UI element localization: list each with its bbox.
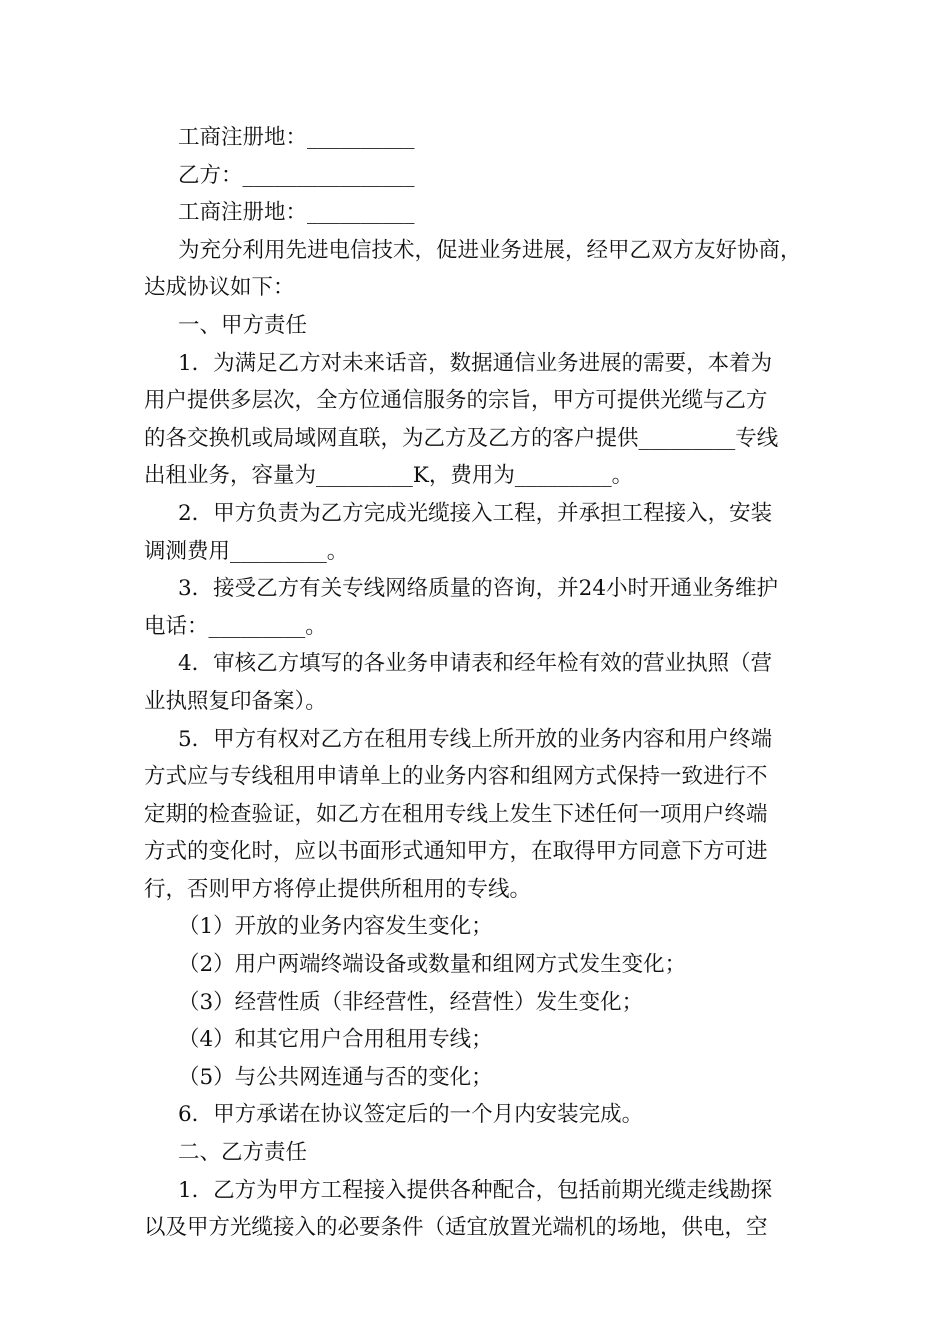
list-item: （1）开放的业务内容发生变化； <box>178 914 493 940</box>
list-item: （4）和其它用户合用租用专线； <box>178 1027 493 1053</box>
text-line: 为充分利用先进电信技术，促进业务进展，经甲乙双方友好协商， <box>178 237 802 263</box>
text-line: 定期的检查验证，如乙方在租用专线上发生下述任何一项用户终端 <box>144 801 768 827</box>
text-line: 方式的变化时，应以书面形式通知甲方，在取得甲方同意下方可进 <box>144 839 768 865</box>
text-line: 以及甲方光缆接入的必要条件（适宜放置光端机的场地，供电，空 <box>144 1215 768 1241</box>
text-line: 达成协议如下： <box>144 275 295 301</box>
text-line: 调测费用_________。 <box>144 538 349 564</box>
text-line: 5．甲方有权对乙方在租用专线上所开放的业务内容和用户终端 <box>178 726 773 752</box>
text-line: 乙方：________________ <box>178 162 415 188</box>
text-line: 方式应与专线租用申请单上的业务内容和组网方式保持一致进行不 <box>144 764 768 790</box>
section-heading: 一、甲方责任 <box>178 312 308 338</box>
text-line: 1．乙方为甲方工程接入提供各种配合，包括前期光缆走线勘探 <box>178 1177 773 1203</box>
text-line: 1．为满足乙方对未来话音，数据通信业务进展的需要，本着为 <box>178 350 773 376</box>
document-page <box>144 119 804 1247</box>
text-line: 3．接受乙方有关专线网络质量的咨询，并24小时开通业务维护 <box>178 576 779 602</box>
list-item: （3）经营性质（非经营性，经营性）发生变化； <box>178 989 644 1015</box>
text-line: 4．审核乙方填写的各业务申请表和经年检有效的营业执照（营 <box>178 651 773 677</box>
list-item: （5）与公共网连通与否的变化； <box>178 1064 493 1090</box>
text-line: 工商注册地：__________ <box>178 125 415 150</box>
text-line: 出租业务，容量为_________K，费用为_________。 <box>144 463 634 489</box>
text-line: 的各交换机或局域网直联，为乙方及乙方的客户提供_________专线 <box>144 425 779 451</box>
text-line: 行，否则甲方将停止提供所租用的专线。 <box>144 876 532 902</box>
text-line: 业执照复印备案）。 <box>144 688 327 714</box>
text-line: 工商注册地：__________ <box>178 200 415 226</box>
list-item: （2）用户两端终端设备或数量和组网方式发生变化； <box>178 952 687 978</box>
text-line: 6．甲方承诺在协议签定后的一个月内安装完成。 <box>178 1102 644 1128</box>
section-heading: 二、乙方责任 <box>178 1140 308 1166</box>
text-line: 电话：_________。 <box>144 613 327 639</box>
text-line: 2．甲方负责为乙方完成光缆接入工程，并承担工程接入，安装 <box>178 500 773 526</box>
text-line: 用户提供多层次，全方位通信服务的宗旨，甲方可提供光缆与乙方 <box>144 388 768 414</box>
